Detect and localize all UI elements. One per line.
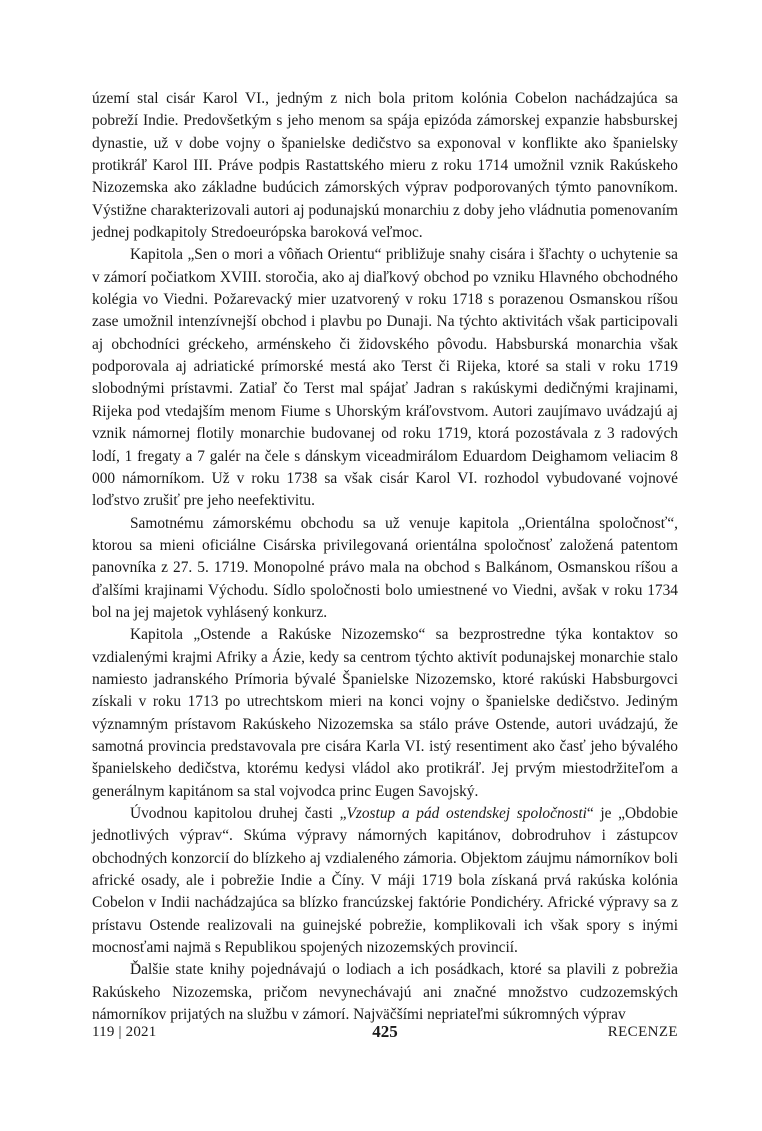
page-footer	[92, 1024, 678, 1046]
issue-label: 119 | 2021	[92, 1024, 157, 1040]
paragraph-2: Kapitola „Sen o mori a vôňach Orientu“ približuje snahy cisára i šľachty o uchytenie sa v zámorí počiatkom XVIII. storočia, ako aj diaľkový obchod po vzniku Hlavného obchodného kolégia vo Viedni. Požarevacký mier uzatvorený v roku 1718 s porazenou Osmanskou ríšou zase umožnil intenzívnejší obchod i plavbu po Dunaji. Na týchto aktivitách však participovali aj obchodníci gréckeho, arménskeho či židovského pôvodu. Habsburská monarchia však podporovala aj adriatické prímorské mestá ako Terst či Rijeka, ktoré sa stali v roku 1719 slobodnými prístavmi. Zatiaľ čo Terst mal spájať Jadran s rakúskymi dedičnými krajinami, Rijeka pod vtedajším menom Fiume s Uhorským kráľovstvom. Autori zaujímavo uvádzajú aj vznik námornej flotily monarchie budovanej od roku 1719, ktorá pozostávala z 3 radových lodí, 1 fregaty a 7 galér na čele s dánskym viceadmirálom Eduardom Deighamom veliacim 8 000 námorníkom. Už v roku 1738 sa však cisár Karol VI. rozhodol vybudované vojnové loďstvo zrušiť pre jeho neefektivitu.	[92, 246, 678, 510]
article-body	[92, 88, 678, 1026]
paragraph-1: území stal cisár Karol VI., jedným z nich bola pritom kolónia Cobelon nachádzajúca sa pobreží Indie. Predovšetkým s jeho menom sa spája epizóda zámorskej expanzie habsburskej dynastie, už v dobe vojny o španielske dedičstvo sa exponoval v konflikte ako španielsky protikráľ Karol III. Práve podpis Rastattského mieru z roku 1714 umožnil vznik Rakúskeho Nizozemska ako základne budúcich zámorských výprav podporovaných týmto panovníkom. Výstižne charakterizovali autori aj podunajskú monarchiu z doby jeho vládnutia pomenovaním jednej podkapitoly Stredoeurópska baroková veľmoc.	[92, 90, 678, 242]
paragraph-3: Samotnému zámorskému obchodu sa už venuje kapitola „Orientálna spoločnosť“, ktorou sa mieni oficiálne Cisárska privilegovaná orientálna spoločnosť založená patentom panovníka z 27. 5. 1719. Monopolné právo mala na obchod s Balkánom, Osmanskou ríšou a ďalšími krajinami Východu. Sídlo spoločnosti bolo umiestnené vo Viedni, avšak v roku 1734 bol na jej majetok vyhlásený konkurz.	[92, 514, 678, 621]
paragraph-5-rest: “ je „Obdobie jednotlivých výprav“. Skúma výpravy námorných kapitánov, dobrodruhov i zástupcov obchodných konzorcií do blízkeho aj vzdialeného zámoria. Objektom záujmu námorníkov boli africké osady, ale i pobrežie Indie a Číny. V máji 1719 bola získaná prvá rakúska kolónia Cobelon v Indii nachádzajúca sa blízko francúzskej faktórie Pondichéry. Africké výpravy sa z prístavu Ostende realizovali na guinejské pobrežie, komplikovali ich však spory s inými mocnosťami najmä s Republikou spojených nizozemských provincií.	[92, 805, 679, 957]
page-number: 425	[372, 1022, 398, 1041]
paragraph-6: Ďalšie state knihy pojednávajú o lodiach a ich posádkach, ktoré sa plavili z pobrežia Rakúskeho Nizozemska, pričom nevynechávajú ani značné množstvo cudzozemských námorníkov prijatých na službu v zámorí. Najväčšími nepriateľmi súkromných výprav	[92, 961, 678, 1024]
paragraph-5-lead: Úvodnou kapitolou druhej časti „	[130, 805, 347, 822]
paragraph-4: Kapitola „Ostende a Rakúske Nizozemsko“ sa bezprostredne týka kontaktov so vzdialenými krajmi Afriky a Ázie, kedy sa centrom týchto aktivít podunajskej monarchie stalo namiesto jadranského Prímoria bývalé Španielske Nizozemsko, ktoré rakúski Habsburgovci získali v roku 1713 po utrechtskom mieri na konci vojny o španielske dedičstvo. Jediným významným prístavom Rakúskeho Nizozemska sa stálo práve Ostende, autori uvádzajú, že samotná provincia predstavovala pre cisára Karla VI. istý resentiment ako časť jeho bývalého španielskeho dedičstva, ktorému kedysi vládol ako protikráľ. Jej prvým miestodržiteľom a generálnym kapitánom sa stal vojvodca princ Eugen Savojský.	[92, 626, 678, 800]
section-label: RECENZE	[607, 1024, 678, 1040]
paragraph-5	[92, 803, 678, 959]
part-title: Vzostup a pád ostendskej spoločnosti	[346, 805, 587, 822]
